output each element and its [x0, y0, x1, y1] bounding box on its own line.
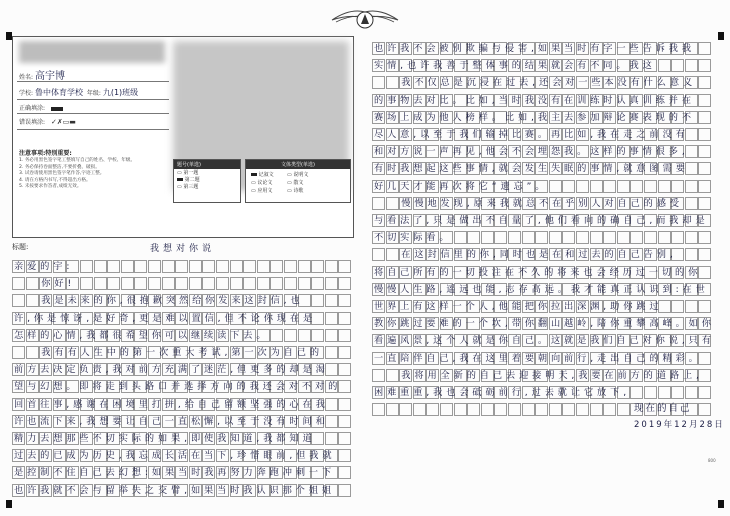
grid-cell	[325, 294, 338, 307]
grid-cell	[535, 403, 548, 416]
grid-cell	[107, 277, 120, 290]
grid-cell	[603, 231, 616, 244]
essay-line: 在这封信里的你,同时也是在和过去的自己告别,	[374, 249, 677, 261]
grid-cell	[298, 277, 311, 290]
grid-row	[372, 111, 712, 125]
grid-cell	[311, 329, 324, 342]
grid-cell	[325, 260, 338, 273]
grid-cell	[80, 277, 93, 290]
grid-cell	[338, 398, 351, 411]
grid-row	[12, 398, 352, 412]
grid-cell	[325, 329, 338, 342]
grid-row	[372, 369, 712, 383]
genre-option-narrative[interactable]: 记叙文	[251, 172, 281, 178]
grid-cell	[440, 403, 453, 416]
grid-cell	[658, 386, 671, 399]
essay-line: 教你跳过要难的一个坎,带你翻山越岭,陪你重攀高峰。如你	[374, 318, 715, 330]
essay-line: 也许我就不会与留举失之交臂,如果当时我认识那个姐姐	[14, 484, 335, 496]
grid-cell	[284, 260, 297, 273]
signature: 现在的自己	[634, 403, 692, 414]
grid-cell	[243, 277, 256, 290]
left-page	[8, 30, 360, 510]
essay-title-row	[12, 242, 352, 256]
grid-row	[372, 162, 712, 176]
grid-cell	[94, 277, 107, 290]
grid-cell	[325, 277, 338, 290]
grid-cell	[590, 403, 603, 416]
grid-cell	[338, 449, 351, 462]
grid-cell	[270, 277, 283, 290]
grid-cell	[426, 403, 439, 416]
grid-row	[12, 484, 352, 498]
grid-cell	[549, 180, 562, 193]
grid-cell	[508, 231, 521, 244]
grid-cell	[658, 231, 671, 244]
grid-cell	[685, 59, 698, 72]
grid-cell	[698, 111, 711, 124]
grid-cell	[284, 277, 297, 290]
grid-cell	[175, 260, 188, 273]
topic-option-3[interactable]: ▭ 第三题	[177, 184, 199, 190]
grid-cell	[698, 180, 711, 193]
grid-cell	[325, 312, 338, 325]
grid-cell	[522, 231, 535, 244]
grid-row	[372, 386, 712, 400]
grid-cell	[630, 180, 643, 193]
grid-cell	[617, 403, 630, 416]
essay-line: 看遍风景,这个人就是你自己。这就是我们自己对你说,只有	[374, 335, 715, 347]
grid-cell	[148, 260, 161, 273]
grid-cell	[338, 466, 351, 479]
grid-cell	[311, 294, 324, 307]
essay-line: 有时我想起这些事情,就会发生失眠的事情,就意图需要	[374, 163, 689, 175]
grid-cell	[494, 231, 507, 244]
grid-cell	[338, 277, 351, 290]
grid-cell	[494, 403, 507, 416]
grid-cell	[338, 329, 351, 342]
grid-row	[372, 266, 712, 280]
essay-line: 的事物去对比。比如,当时我没有在训练时认真训练并在	[374, 94, 695, 106]
grid-cell	[698, 76, 711, 89]
grid-cell	[698, 59, 711, 72]
grid-cell	[175, 277, 188, 290]
essay-line: 一直陪伴自己,我在这里着要朝向前行,走出自己的精彩。	[374, 352, 702, 364]
grid-cell	[413, 403, 426, 416]
grid-cell	[338, 484, 351, 497]
grid-cell	[698, 248, 711, 261]
grid-cell	[644, 231, 657, 244]
grid-cell	[698, 145, 711, 158]
essay-line: 世界上有这样一个人,他能把你拉出深渊,助你跳过	[374, 301, 663, 312]
school-label: 学校:	[19, 90, 34, 97]
grid-cell	[658, 59, 671, 72]
grid-cell	[698, 231, 711, 244]
grid-cell	[535, 231, 548, 244]
grid-row	[372, 231, 712, 245]
grid-cell	[189, 260, 202, 273]
left-writing-grid	[12, 260, 352, 510]
grade-label: 年级:	[86, 90, 101, 97]
grid-cell	[257, 277, 270, 290]
grid-row	[12, 415, 352, 429]
grid-cell	[202, 277, 215, 290]
grid-cell	[590, 180, 603, 193]
grid-row	[12, 380, 352, 394]
grid-cell	[671, 300, 684, 313]
topic-select-box	[173, 159, 241, 203]
grid-cell	[685, 231, 698, 244]
essay-line: 我将用全新的自己去迎接明天,我要在前方的道路上,	[374, 369, 703, 381]
essay-line: 亲爱的宇:	[14, 261, 74, 272]
grid-row	[372, 300, 712, 314]
grid-cell	[481, 231, 494, 244]
school-field	[19, 87, 138, 98]
right-page	[372, 40, 724, 510]
grid-cell	[576, 180, 589, 193]
grid-cell	[562, 403, 575, 416]
grid-cell	[698, 42, 711, 55]
genre-select-box	[245, 159, 351, 203]
grid-cell	[630, 386, 643, 399]
grid-cell	[162, 277, 175, 290]
grid-cell	[467, 231, 480, 244]
grid-cell	[454, 403, 467, 416]
topic-box-header: 题号(单选)	[174, 160, 240, 169]
notes-section: 注意事项:特别重要: 1. 务必用黑色签字笔工整填写自己的姓名、学校、年级。 2. 务必保持卷面整洁,不要折叠、破损。 3. 试卷请使用黑色签字笔作答,字迹工整。 4. 请在方格内书写,不得超出方格。 5. 未按要求作答者,成绩无效。	[19, 150, 136, 190]
grid-cell	[698, 386, 711, 399]
wrong-fill-example: 错误填涂: ✓✗▭▬	[19, 118, 76, 126]
grid-cell	[121, 260, 134, 273]
grid-cell	[685, 180, 698, 193]
grid-cell	[338, 415, 351, 428]
grid-cell	[386, 403, 399, 416]
grid-cell	[107, 260, 120, 273]
grid-row	[372, 283, 712, 297]
grid-row	[12, 329, 352, 343]
grid-cell	[481, 403, 494, 416]
grid-row	[12, 312, 352, 326]
essay-line: 慢慢地发现,原来我就总不在乎别人对自己的感受	[374, 197, 683, 209]
grid-row	[12, 294, 352, 308]
genre-box-header: 文体类型(单选)	[246, 160, 350, 169]
grid-cell	[617, 180, 630, 193]
grid-row	[372, 94, 712, 108]
essay-title: 我想对你说	[150, 244, 216, 254]
topic-option-2[interactable]: 第二题	[177, 177, 237, 183]
essay-line: 是控制不住自己去幻想:如果当时我再努力奔跑冲刺一下	[14, 467, 336, 479]
letter-date: 2019年12月28日	[634, 420, 725, 430]
grid-row	[372, 248, 712, 262]
essay-line: 慢慢人生路,遥远也能,志存高远。我才能真正认识到:在世	[374, 283, 709, 295]
grid-cell	[576, 403, 589, 416]
grid-cell	[698, 300, 711, 313]
grid-cell	[311, 277, 324, 290]
grid-row	[372, 145, 712, 159]
grid-row	[372, 59, 712, 73]
essay-line: 和对方说一声再见,他会不会埋怨我。这样的事情很多,	[374, 146, 689, 158]
grid-row	[12, 449, 352, 463]
corner-mark	[718, 32, 724, 40]
grid-cell	[549, 231, 562, 244]
grid-cell	[230, 277, 243, 290]
grid-row	[372, 197, 712, 211]
grid-cell	[325, 432, 338, 445]
essay-line: 回首往事,感谢在困境里打拼,给自己留额坚强的心在我	[14, 398, 329, 410]
essay-line: 不切实际看。	[374, 232, 453, 244]
grid-row	[12, 260, 352, 274]
grid-cell	[216, 277, 229, 290]
essay-line: 实情,也许我善于整体事的结果就会有不同。我这	[374, 60, 656, 72]
grid-cell	[216, 260, 229, 273]
grid-cell	[685, 386, 698, 399]
topic-option-1[interactable]: ▭ 第一题	[177, 170, 199, 176]
grid-cell	[284, 329, 297, 342]
grid-row	[372, 128, 712, 142]
grid-cell	[80, 260, 93, 273]
grid-cell	[671, 231, 684, 244]
grid-cell	[338, 260, 351, 273]
grid-row	[12, 432, 352, 446]
grid-cell	[94, 260, 107, 273]
grade-value: 九(1)班级	[102, 88, 139, 97]
grid-row	[372, 76, 712, 90]
grid-cell	[658, 180, 671, 193]
grid-cell	[338, 346, 351, 359]
grid-cell	[630, 231, 643, 244]
essay-line: 我有有人生中的第一次重大考试,第一次为自己的	[14, 347, 323, 358]
grid-row	[372, 180, 712, 194]
essay-line: 将自己所有的一切投注在不久的将来也会经历过一切的你	[374, 266, 702, 278]
essay-line: 我是未来的你,很抱歉突然给你发来这封信,也	[14, 295, 304, 307]
essay-line: 尽人意,以至于我们输掉比赛。再比如,我在走之前没有	[374, 129, 689, 140]
grid-cell	[671, 59, 684, 72]
essay-line: 与看法了,只是做出不自量了,他们看向的确自己,而我却是	[374, 215, 709, 226]
essay-line: 怎样的心情,我都很希望你可以继续读下去。	[14, 329, 270, 341]
notes-title: 注意事项:特别重要:	[19, 150, 72, 157]
genre-option-prose[interactable]: ▭ 散文	[287, 180, 304, 186]
grid-cell	[467, 403, 480, 416]
grid-cell	[399, 403, 412, 416]
grid-cell	[603, 403, 616, 416]
grid-cell	[257, 260, 270, 273]
genre-option-argumentative[interactable]: ▭ 议论文	[251, 180, 273, 186]
grid-cell	[189, 277, 202, 290]
grid-cell	[270, 260, 283, 273]
grid-cell	[338, 312, 351, 325]
grid-row	[372, 352, 712, 366]
grid-row	[12, 346, 352, 360]
grid-cell	[372, 403, 385, 416]
grid-cell	[202, 260, 215, 273]
title-label: 标题:	[12, 243, 29, 251]
essay-line: 许,你是惊讶,是好奇,更是难以置信,但不论你现在是	[14, 312, 317, 324]
grid-cell	[549, 403, 562, 416]
name-label: 姓名:	[19, 74, 34, 81]
essay-line: 也许我不会被别欺骗与侵害,如果当时有字一些告诉我我	[374, 43, 695, 54]
name-field	[19, 67, 65, 82]
grid-cell	[590, 231, 603, 244]
grid-cell	[454, 231, 467, 244]
grid-cell	[617, 231, 630, 244]
essay-line: 困难重重,我也会砥砺前行,过去就让它放下,	[374, 387, 631, 398]
filled-bubble-icon	[51, 107, 63, 111]
grid-cell	[671, 386, 684, 399]
correct-fill-example: 正确填涂:	[19, 103, 63, 112]
grid-cell	[603, 180, 616, 193]
grid-cell	[270, 329, 283, 342]
grid-cell	[698, 162, 711, 175]
grid-cell	[685, 248, 698, 261]
grid-cell	[562, 180, 575, 193]
grid-cell	[298, 329, 311, 342]
grid-cell	[298, 260, 311, 273]
essay-line: 好几天才能再次将它“遗忘”。	[374, 180, 549, 192]
redacted-area	[19, 41, 165, 63]
grid-row	[372, 42, 712, 56]
name-value: 高宇博	[34, 71, 65, 82]
grid-cell	[522, 403, 535, 416]
essay-line: 我不仅总是沉浸在过去,还会对一些本没有什么意义	[374, 77, 697, 89]
grid-cell	[685, 300, 698, 313]
grid-cell	[230, 260, 243, 273]
grid-cell	[134, 260, 147, 273]
genre-option-expository[interactable]: ▭ 说明文	[287, 172, 309, 178]
school-value: 鲁中体育学校	[34, 88, 83, 97]
page-count: 800	[708, 458, 716, 463]
grid-cell	[338, 294, 351, 307]
grid-cell	[311, 260, 324, 273]
grid-row	[372, 317, 715, 331]
grid-cell	[325, 346, 338, 359]
grid-row	[372, 214, 712, 228]
essay-line: 过去的已成为历史,我忘成长活在当下,珍惜眼前,但我就	[14, 450, 336, 462]
genre-option-poetry[interactable]: ▭ 诗歌	[287, 188, 304, 194]
grid-cell	[508, 403, 521, 416]
grid-cell	[338, 432, 351, 445]
genre-option-practical[interactable]: ▭ 应用文	[251, 188, 273, 194]
grid-cell	[698, 403, 711, 416]
essay-line: 赛场上成为他人榜样。比如,我主去参加辩论赛表现的不	[374, 111, 695, 123]
grid-cell	[148, 277, 161, 290]
right-writing-grid	[372, 42, 718, 422]
grid-cell	[134, 277, 147, 290]
grid-row	[12, 466, 352, 480]
grid-cell	[644, 180, 657, 193]
essay-line: 精力去想那些不切实际的如果,即使我知道,我都知道	[14, 433, 316, 444]
essay-line: 许也流下来,我想要让自己一直松懈,以至于没有时间和	[14, 415, 329, 427]
grid-cell	[698, 197, 711, 210]
wrong-fill-icons: ✓✗▭▬	[50, 118, 76, 126]
student-info-panel	[12, 36, 354, 238]
grid-row	[12, 277, 352, 291]
grid-cell	[644, 386, 657, 399]
grid-row	[12, 363, 352, 377]
essay-line: 前方去决定负责,我对前方充满了迷茫,但更多的却是渴	[14, 364, 329, 376]
grid-cell	[338, 363, 351, 376]
grid-cell	[698, 94, 711, 107]
grid-cell	[121, 277, 134, 290]
grid-cell	[671, 180, 684, 193]
grid-cell	[562, 231, 575, 244]
grid-cell	[162, 260, 175, 273]
grid-cell	[243, 260, 256, 273]
essay-line: 望与幻想。即将走到头路口并选择方向的我还会对不对的	[14, 381, 342, 393]
grid-cell	[576, 231, 589, 244]
essay-line: 你好!	[14, 278, 76, 290]
grid-cell	[698, 128, 711, 141]
grid-row	[372, 334, 715, 348]
grid-cell	[685, 197, 698, 210]
